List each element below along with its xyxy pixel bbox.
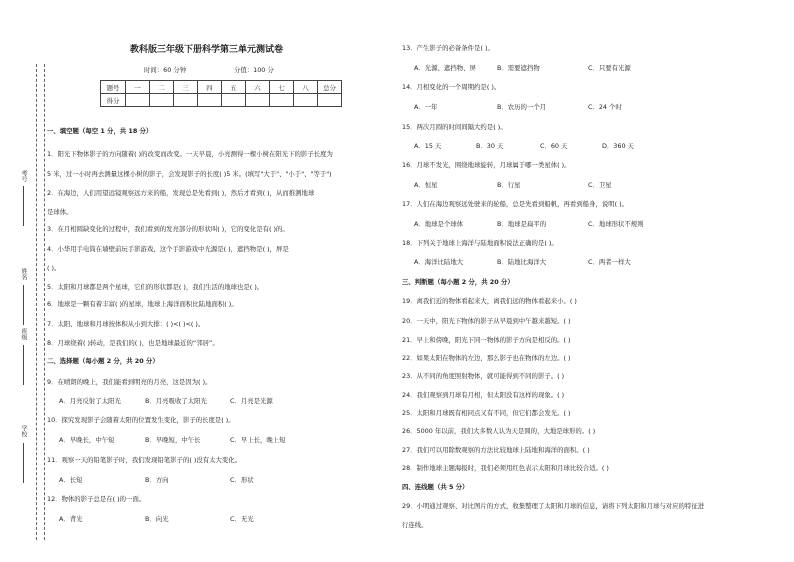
question-line: 3．在月相圆缺变化的过程中，我们看到的发亮部分的形状叫( )，它的变化是有( )的。 (47, 225, 289, 233)
score-header-cell: 二 (150, 81, 174, 94)
option: B．需要遮挡物 (497, 64, 540, 72)
option: B．30 天 (476, 142, 504, 150)
question-line: 13．产生影子的必备条件是( )。 (402, 44, 494, 52)
question-line: 29．小明通过观察、对比图片的方式，收集整理了太阳和月球的信息，请将下列太阳和月球与对应的特征进 (402, 502, 705, 510)
question-line: 22．如果太阳在物体的左边，那么影子也在物体的左边。( ) (402, 354, 571, 362)
score-cell[interactable] (126, 94, 150, 107)
score-header-cell: 三 (174, 81, 198, 94)
score-table-header-row (101, 81, 342, 94)
question-line: 16．月球不发光，围绕地球旋转，月球属于哪一类星体( )。 (402, 161, 571, 169)
option: C．卫星 (588, 181, 612, 189)
score-table-row (101, 94, 342, 107)
option: B．月亮吸收了太阳光 (145, 397, 207, 405)
option: A．一年 (414, 103, 438, 111)
option: A．长短 (59, 476, 83, 484)
question-line: 7．太阳、地球和月球按体积从小到大排：( )<( )<( )。 (47, 320, 205, 328)
margin-kaohao: 考号 (20, 170, 27, 182)
margin-xingming: 姓名 (20, 268, 27, 280)
option: C．无光 (230, 515, 254, 523)
question-line: 1．阳光下物体影子的方向随着( )的改变而改变。一天早晨，小亮测得一棵小树在阳光下的影子长度为 (47, 150, 333, 158)
option: A．光源、遮挡物、屏 (414, 64, 476, 72)
section-heading-fill: 一、填空题（每空 1 分，共 18 分） (47, 127, 153, 135)
option: C．早上长，晚上短 (230, 436, 286, 444)
option: C．只要有光源 (588, 64, 631, 72)
score-cell[interactable] (318, 94, 342, 107)
question-line: 12．物体的影子总是在( )的一面。 (47, 495, 146, 503)
option: B．农历的一个月 (497, 103, 547, 111)
question-line: 4．小华用手电筒在墙壁前玩手影游戏，这个手影游戏中光源是( )，遮挡物是( )，屏是 (47, 245, 289, 253)
page-title: 教科版三年级下册科学第三单元测试卷 (130, 45, 284, 55)
score-header-cell: 四 (198, 81, 222, 94)
score-line: 分值：100 分 (234, 66, 274, 74)
score-cell[interactable] (198, 94, 222, 107)
option: A．背光 (59, 515, 83, 523)
margin-banji: 班级 (20, 328, 27, 340)
score-table (100, 80, 342, 107)
question-line: 10．探究发现影子会随着太阳的位置发生变化，影子的长度是( )。 (47, 416, 235, 424)
option: B．方向 (145, 476, 169, 484)
option: B．地球是扁平的 (497, 220, 547, 228)
option: B．早晚短，中午长 (145, 436, 201, 444)
margin-banji-line (23, 345, 24, 385)
question-line: 28．制作地球主题海报时，我们必须用红色表示太阳和月球比较合适。( ) (402, 464, 609, 472)
question-line: 19．离我们近的物体看起来大，离我们远的物体看起来小。( ) (402, 297, 577, 305)
score-header-cell: 总分 (318, 81, 342, 94)
score-cell[interactable] (174, 94, 198, 107)
option: C．月亮是光源 (230, 397, 273, 405)
question-line: 6．地球是一颗有着丰富( )的星球，地球上海洋面积比陆地面积( )。 (47, 300, 238, 308)
section-heading-judge: 三、判断题（每小题 2 分，共 20 分） (402, 278, 514, 286)
question-line: 5．太阳和月球都是两个星球，它们的形状都是( )，我们生活的地球也是( )。 (47, 283, 264, 291)
score-cell[interactable] (150, 94, 174, 107)
option: C．24 个时 (588, 103, 622, 111)
question-line: 2．在海边，人们用望远镜观察远方来的船，发现总是先看到( )，然后才看到( )，从而推测地球 (47, 189, 315, 197)
question-line: 18．下列关于地球上海洋与陆地面积说法正确的是( )。 (402, 239, 558, 247)
question-line: 15．两次月圆的时间间隔大约是( )。 (402, 123, 507, 131)
question-line: 25．太阳和月球既有相同点又有不同，但它们都会发光。( ) (402, 409, 571, 417)
option: C．地球形状不规则 (588, 220, 644, 228)
margin-xuexiao: 学校 (20, 425, 27, 437)
question-line: 23．从不同的角度照射物体，就可能得到不同的影子。( ) (402, 372, 565, 380)
margin-xingming-line (23, 285, 24, 325)
section-heading-connect: 四、连线题（共 5 分） (402, 483, 469, 491)
score-header-cell: 一 (126, 81, 150, 94)
margin-kaohao-line (23, 186, 24, 226)
score-cell[interactable] (222, 94, 246, 107)
question-line: 20．一天中，阳光下物体的影子从早晨到中午越来越短。( ) (402, 317, 571, 325)
score-row-label: 得分 (101, 94, 126, 107)
question-line: 17．人们在海边观察远处驶来的轮船，总是先看到船帆，再看到船身，说明( )。 (402, 200, 629, 208)
option: B．行星 (497, 181, 521, 189)
option: C．两者一样大 (588, 258, 631, 266)
option: B．陆地比海洋大 (497, 258, 547, 266)
option: A．早晚长，中午短 (59, 436, 115, 444)
section-heading-choice: 二、选择题（每小题 2 分，共 20 分） (47, 357, 159, 365)
score-cell[interactable] (270, 94, 294, 107)
score-cell[interactable] (294, 94, 318, 107)
question-line: 是球体。 (47, 208, 73, 216)
question-line: ( )。 (47, 264, 61, 272)
option: C．形状 (230, 476, 254, 484)
score-header-cell: 题号 (101, 81, 126, 94)
option: B．向光 (145, 515, 169, 523)
score-header-cell: 八 (294, 81, 318, 94)
option: A．月亮反射了太阳光 (59, 397, 121, 405)
option: A．海洋比陆地大 (414, 258, 464, 266)
question-line: 8．月球绕着( )转动，是我们的( )，也是地球最近的“邻居”。 (47, 339, 219, 347)
time-line: 时间：60 分钟 (144, 66, 187, 74)
score-cell[interactable] (246, 94, 270, 107)
question-line: 11．观察一天的铅笔影子时，我们发现铅笔影子的( )没有太大变化。 (47, 456, 242, 464)
margin-xuexiao-line (23, 443, 24, 483)
question-line: 24．我们观察到月球有月相，但太阳没有这样的现象。( ) (402, 391, 565, 399)
question-line: 行连线。 (402, 521, 428, 529)
question-line: 14．月相变化的一个周期约是( )。 (402, 83, 501, 91)
binding-line-inner (44, 64, 45, 540)
question-line: 5 米，过一小时再去测量这棵小树的影子，会发现影子的长度( )5 米。(填写"大于"、"小于"、"等于") (47, 170, 332, 178)
question-line: 27．我们可以用除数观察的方法比较地球上陆地和海洋的面积。( ) (402, 446, 590, 454)
option: A．地球是个球体 (414, 220, 464, 228)
score-header-cell: 六 (246, 81, 270, 94)
question-line: 9．在晴朗的晚上，我们能看到明亮的月亮，这是因为( )。 (47, 378, 212, 386)
option: D．360 天 (602, 142, 634, 150)
option: C．60 天 (540, 142, 568, 150)
question-line: 21．早上和傍晚，阳光下同一物体的影子方向是相反的。( ) (402, 336, 571, 344)
option: A．恒星 (414, 181, 438, 189)
score-header-cell: 七 (270, 81, 294, 94)
score-header-cell: 五 (222, 81, 246, 94)
binding-line-outer (36, 64, 37, 540)
option: A．15 天 (414, 142, 442, 150)
question-line: 26．5000 年以前，我们大多数人认为天是圆的，大地是球形的。( ) (402, 427, 596, 435)
